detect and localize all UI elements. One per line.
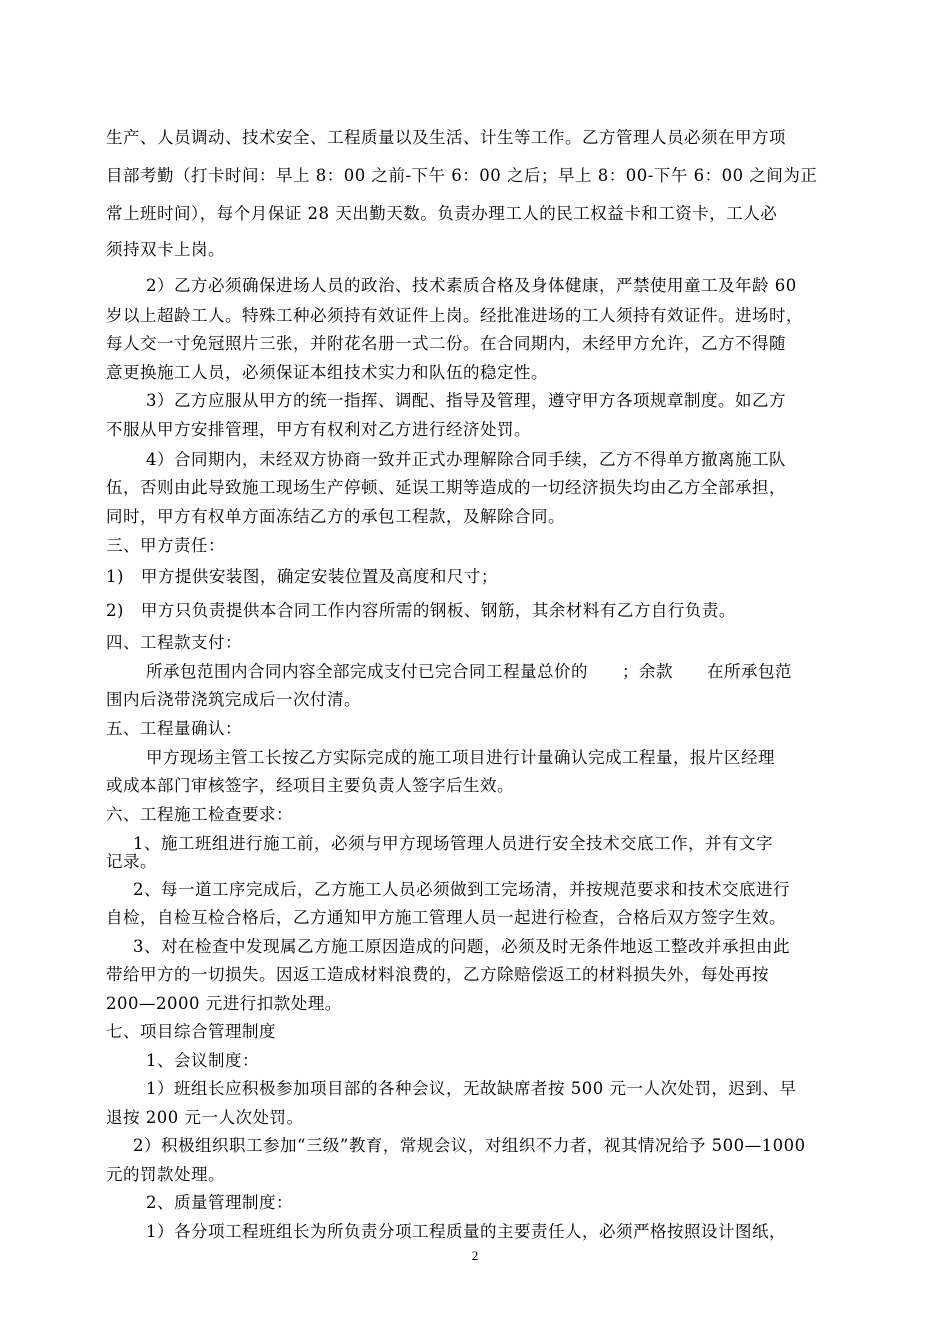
text-line: 须持双卡上岗。 (106, 240, 225, 259)
text-line: 所承包范围内合同内容全部完成支付已完合同工程量总价的 ；余款 在所承包范 (146, 662, 792, 681)
text-line: 带给甲方的一切损失。因返工造成材料浪费的，乙方除赔偿返工的材料损失外，每处再按 (106, 965, 769, 984)
text-line: 岁以上超龄工人。特殊工种必须持有效证件上岗。经批准进场的工人须持有效证件。进场时， (106, 306, 803, 325)
text-line: 退按 200 元一人次处罚。 (106, 1108, 304, 1127)
text-line: 伍，否则由此导致施工现场生产停顿、延误工期等造成的一切经济损失均由乙方全部承担， (106, 478, 786, 497)
text-line: 元的罚款处理。 (106, 1165, 225, 1184)
text-line: 或成本部门审核签字，经项目主要负责人签字后生效。 (106, 776, 514, 795)
section-heading: 七、项目综合管理制度 (106, 1022, 276, 1041)
text-line: 意更换施工人员，必须保证本组技术实力和队伍的稳定性。 (106, 363, 548, 382)
subsection-heading: 1、会议制度： (146, 1051, 259, 1070)
text-line: 4）合同期内，未经双方协商一致并正式办理解除合同手续，乙方不得单方撤离施工队 (146, 450, 786, 469)
text-line: 3）乙方应服从甲方的统一指挥、调配、指导及管理，遵守甲方各项规章制度。如乙方 (146, 391, 786, 410)
text-line: 200—2000 元进行扣款处理。 (106, 994, 342, 1013)
page-number: 2 (471, 1248, 479, 1263)
text-line: 同时，甲方有权单方面冻结乙方的承包工程款，及解除合同。 (106, 507, 565, 526)
text-line: 围内后浇带浇筑完成后一次付清。 (106, 690, 361, 709)
text-line: 目部考勤（打卡时间：早上 8：00 之前-下午 6：00 之后；早上 8：00-下午 6：00 之间为正 (106, 166, 818, 185)
text-line: 2）乙方必须确保进场人员的政治、技术素质合格及身体健康，严禁使用童工及年龄 60 (146, 276, 797, 295)
text-line: 1）各分项工程班组长为所负责分项工程质量的主要责任人，必须严格按照设计图纸， (146, 1222, 786, 1241)
section-heading: 四、工程款支付： (106, 633, 242, 652)
text-line: 2）积极组织职工参加“三级”教育，常规会议，对组织不力者，视其情况给予 500—1000 (133, 1136, 806, 1155)
text-line: 常上班时间），每个月保证 28 天出勤天数。负责办理工人的民工权益卡和工资卡，工人必 (106, 204, 778, 223)
section-heading: 六、工程施工检查要求： (106, 805, 293, 824)
text-line: 每人交一寸免冠照片三张，并附花名册一式二份。在合同期内，未经甲方允许，乙方不得随 (106, 334, 786, 353)
section-heading: 三、甲方责任： (106, 536, 225, 555)
text-line: 记录。 (106, 852, 157, 871)
text-line: 不服从甲方安排管理，甲方有权利对乙方进行经济处罚。 (106, 420, 531, 439)
text-line: 生产、人员调动、技术安全、工程质量以及生活、计生等工作。乙方管理人员必须在甲方项 (106, 128, 786, 147)
text-line: 1）班组长应积极参加项目部的各种会议，无故缺席者按 500 元一人次处罚，迟到、早 (146, 1079, 797, 1098)
list-item: 1) 甲方提供安装图，确定安装位置及高度和尺寸； (106, 567, 498, 586)
text-line: 1、施工班组进行施工前，必须与甲方现场管理人员进行安全技术交底工作，并有文字 (133, 834, 773, 853)
text-line: 自检，自检互检合格后，乙方通知甲方施工管理人员一起进行检查，合格后双方签字生效。 (106, 908, 786, 927)
text-line: 甲方现场主管工长按乙方实际完成的施工项目进行计量确认完成工程量，报片区经理 (146, 748, 775, 767)
section-heading: 五、工程量确认： (106, 719, 242, 738)
text-line: 2、每一道工序完成后，乙方施工人员必须做到工完场清，并按规范要求和技术交底进行 (133, 880, 790, 899)
subsection-heading: 2、质量管理制度： (146, 1193, 293, 1212)
text-line: 3、对在检查中发现属乙方施工原因造成的问题，必须及时无条件地返工整改并承担由此 (133, 937, 790, 956)
list-item: 2) 甲方只负责提供本合同工作内容所需的钢板、钢筋，其余材料有乙方自行负责。 (106, 601, 736, 620)
